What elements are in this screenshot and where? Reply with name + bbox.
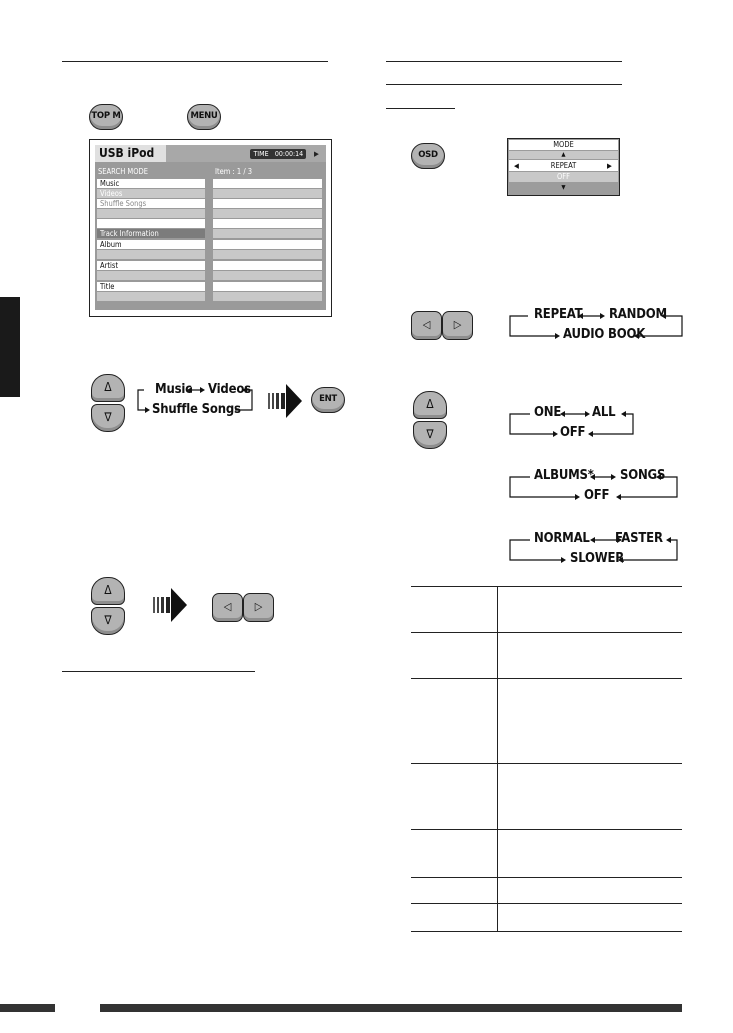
usb-ipod-screen	[89, 139, 332, 317]
table-line-4	[411, 763, 682, 764]
right-row-10	[213, 271, 322, 280]
bottom-bar-left	[0, 1004, 55, 1012]
list-item-shuffle-songs[interactable]: Shuffle Songs	[97, 199, 205, 208]
left-key-2[interactable]: ◁	[212, 593, 243, 622]
right-row-2	[213, 189, 322, 198]
time-label: TIME	[250, 149, 272, 159]
field-album-value-row	[97, 250, 205, 259]
repeat-cycle-one: ONE	[534, 405, 562, 420]
random-cycle-off: OFF	[584, 488, 610, 503]
right-row-3	[213, 199, 322, 208]
right-heading-rule-3	[386, 108, 455, 109]
table-line-6	[411, 877, 682, 878]
mode-box-title: MODE	[509, 140, 618, 150]
left-lower-heading-rule	[62, 671, 255, 672]
up-key[interactable]: Δ	[91, 374, 125, 402]
right-row-12	[213, 292, 322, 301]
list-item-videos[interactable]: Videos	[97, 189, 205, 198]
right-row-7	[213, 240, 322, 249]
down-key-right[interactable]: ∇	[413, 421, 447, 449]
field-album: Album	[97, 240, 205, 249]
right-key[interactable]: ▷	[442, 311, 473, 340]
search-cycle-videos: Videos	[208, 382, 251, 397]
search-cycle-music: Music	[155, 382, 192, 397]
right-row-11	[213, 282, 322, 291]
field-artist: Artist	[97, 261, 205, 270]
field-title-value-row	[97, 292, 205, 301]
repeat-cycle-all: ALL	[592, 405, 616, 420]
right-row-5	[213, 219, 322, 228]
next-step-arrow-icon	[268, 384, 304, 418]
screen-body	[95, 145, 326, 310]
play-icon: ▶	[314, 150, 319, 158]
table-column-divider	[497, 586, 498, 931]
audiobook-cycle-faster: FASTER	[615, 531, 663, 546]
mode-box	[507, 138, 620, 196]
field-title: Title	[97, 282, 205, 291]
mode-cycle-audio-book: AUDIO BOOK	[563, 327, 646, 342]
search-mode-label: SEARCH MODE	[98, 167, 148, 176]
mode-box-left-arrow-icon[interactable]: ◀	[514, 162, 519, 170]
search-cycle-shuffle-songs: Shuffle Songs	[152, 402, 241, 417]
enter-button[interactable]: ENT	[311, 387, 345, 413]
mode-box-up-arrow-icon: ▲	[509, 151, 618, 159]
mode-box-value: REPEAT	[550, 161, 577, 170]
left-heading-rule	[62, 61, 328, 62]
repeat-cycle-off: OFF	[560, 425, 586, 440]
audiobook-cycle-slower: SLOWER	[570, 551, 625, 566]
up-key-right[interactable]: Δ	[413, 391, 447, 419]
right-row-9	[213, 261, 322, 270]
right-row-4	[213, 209, 322, 218]
table-line-7	[411, 903, 682, 904]
table-line-5	[411, 829, 682, 830]
list-item-music[interactable]: Music	[97, 179, 205, 188]
down-key-2[interactable]: ∇	[91, 607, 125, 635]
right-key-2[interactable]: ▷	[243, 593, 274, 622]
right-row-8	[213, 250, 322, 259]
right-row-1	[213, 179, 322, 188]
right-row-6	[213, 229, 322, 238]
mode-box-right-arrow-icon[interactable]: ▶	[607, 162, 612, 170]
time-value: 00:00:14	[272, 149, 306, 159]
random-cycle-albums: ALBUMS*	[534, 468, 594, 483]
table-line-8	[411, 931, 682, 932]
next-step-arrow-icon-2	[153, 588, 189, 622]
random-cycle-songs: SONGS	[620, 468, 666, 483]
mode-cycle-random: RANDOM	[609, 307, 667, 322]
section-side-tab	[0, 297, 20, 397]
up-key-2[interactable]: Δ	[91, 577, 125, 605]
table-line-2	[411, 632, 682, 633]
mode-box-off: OFF	[509, 172, 618, 182]
left-key[interactable]: ◁	[411, 311, 442, 340]
down-key[interactable]: ∇	[91, 404, 125, 432]
right-heading-rule-1	[386, 61, 622, 62]
track-information-header: Track Information	[97, 229, 205, 238]
table-line-3	[411, 678, 682, 679]
screen-title: USB iPod	[99, 146, 155, 160]
item-counter: Item : 1 / 3	[215, 167, 253, 176]
mode-box-down-arrow-icon: ▼	[561, 184, 566, 191]
top-menu-button[interactable]: TOP M	[89, 104, 123, 130]
mode-cycle-repeat: REPEAT	[534, 307, 583, 322]
list-row-empty-1	[97, 209, 205, 218]
menu-button[interactable]: MENU	[187, 104, 221, 130]
field-artist-value-row	[97, 271, 205, 280]
osd-button[interactable]: OSD	[411, 143, 445, 169]
right-heading-rule-2	[386, 84, 622, 85]
bottom-bar-right	[100, 1004, 682, 1012]
list-row-empty-2	[97, 219, 205, 228]
table-line-1	[411, 586, 682, 587]
audiobook-cycle-normal: NORMAL	[534, 531, 590, 546]
